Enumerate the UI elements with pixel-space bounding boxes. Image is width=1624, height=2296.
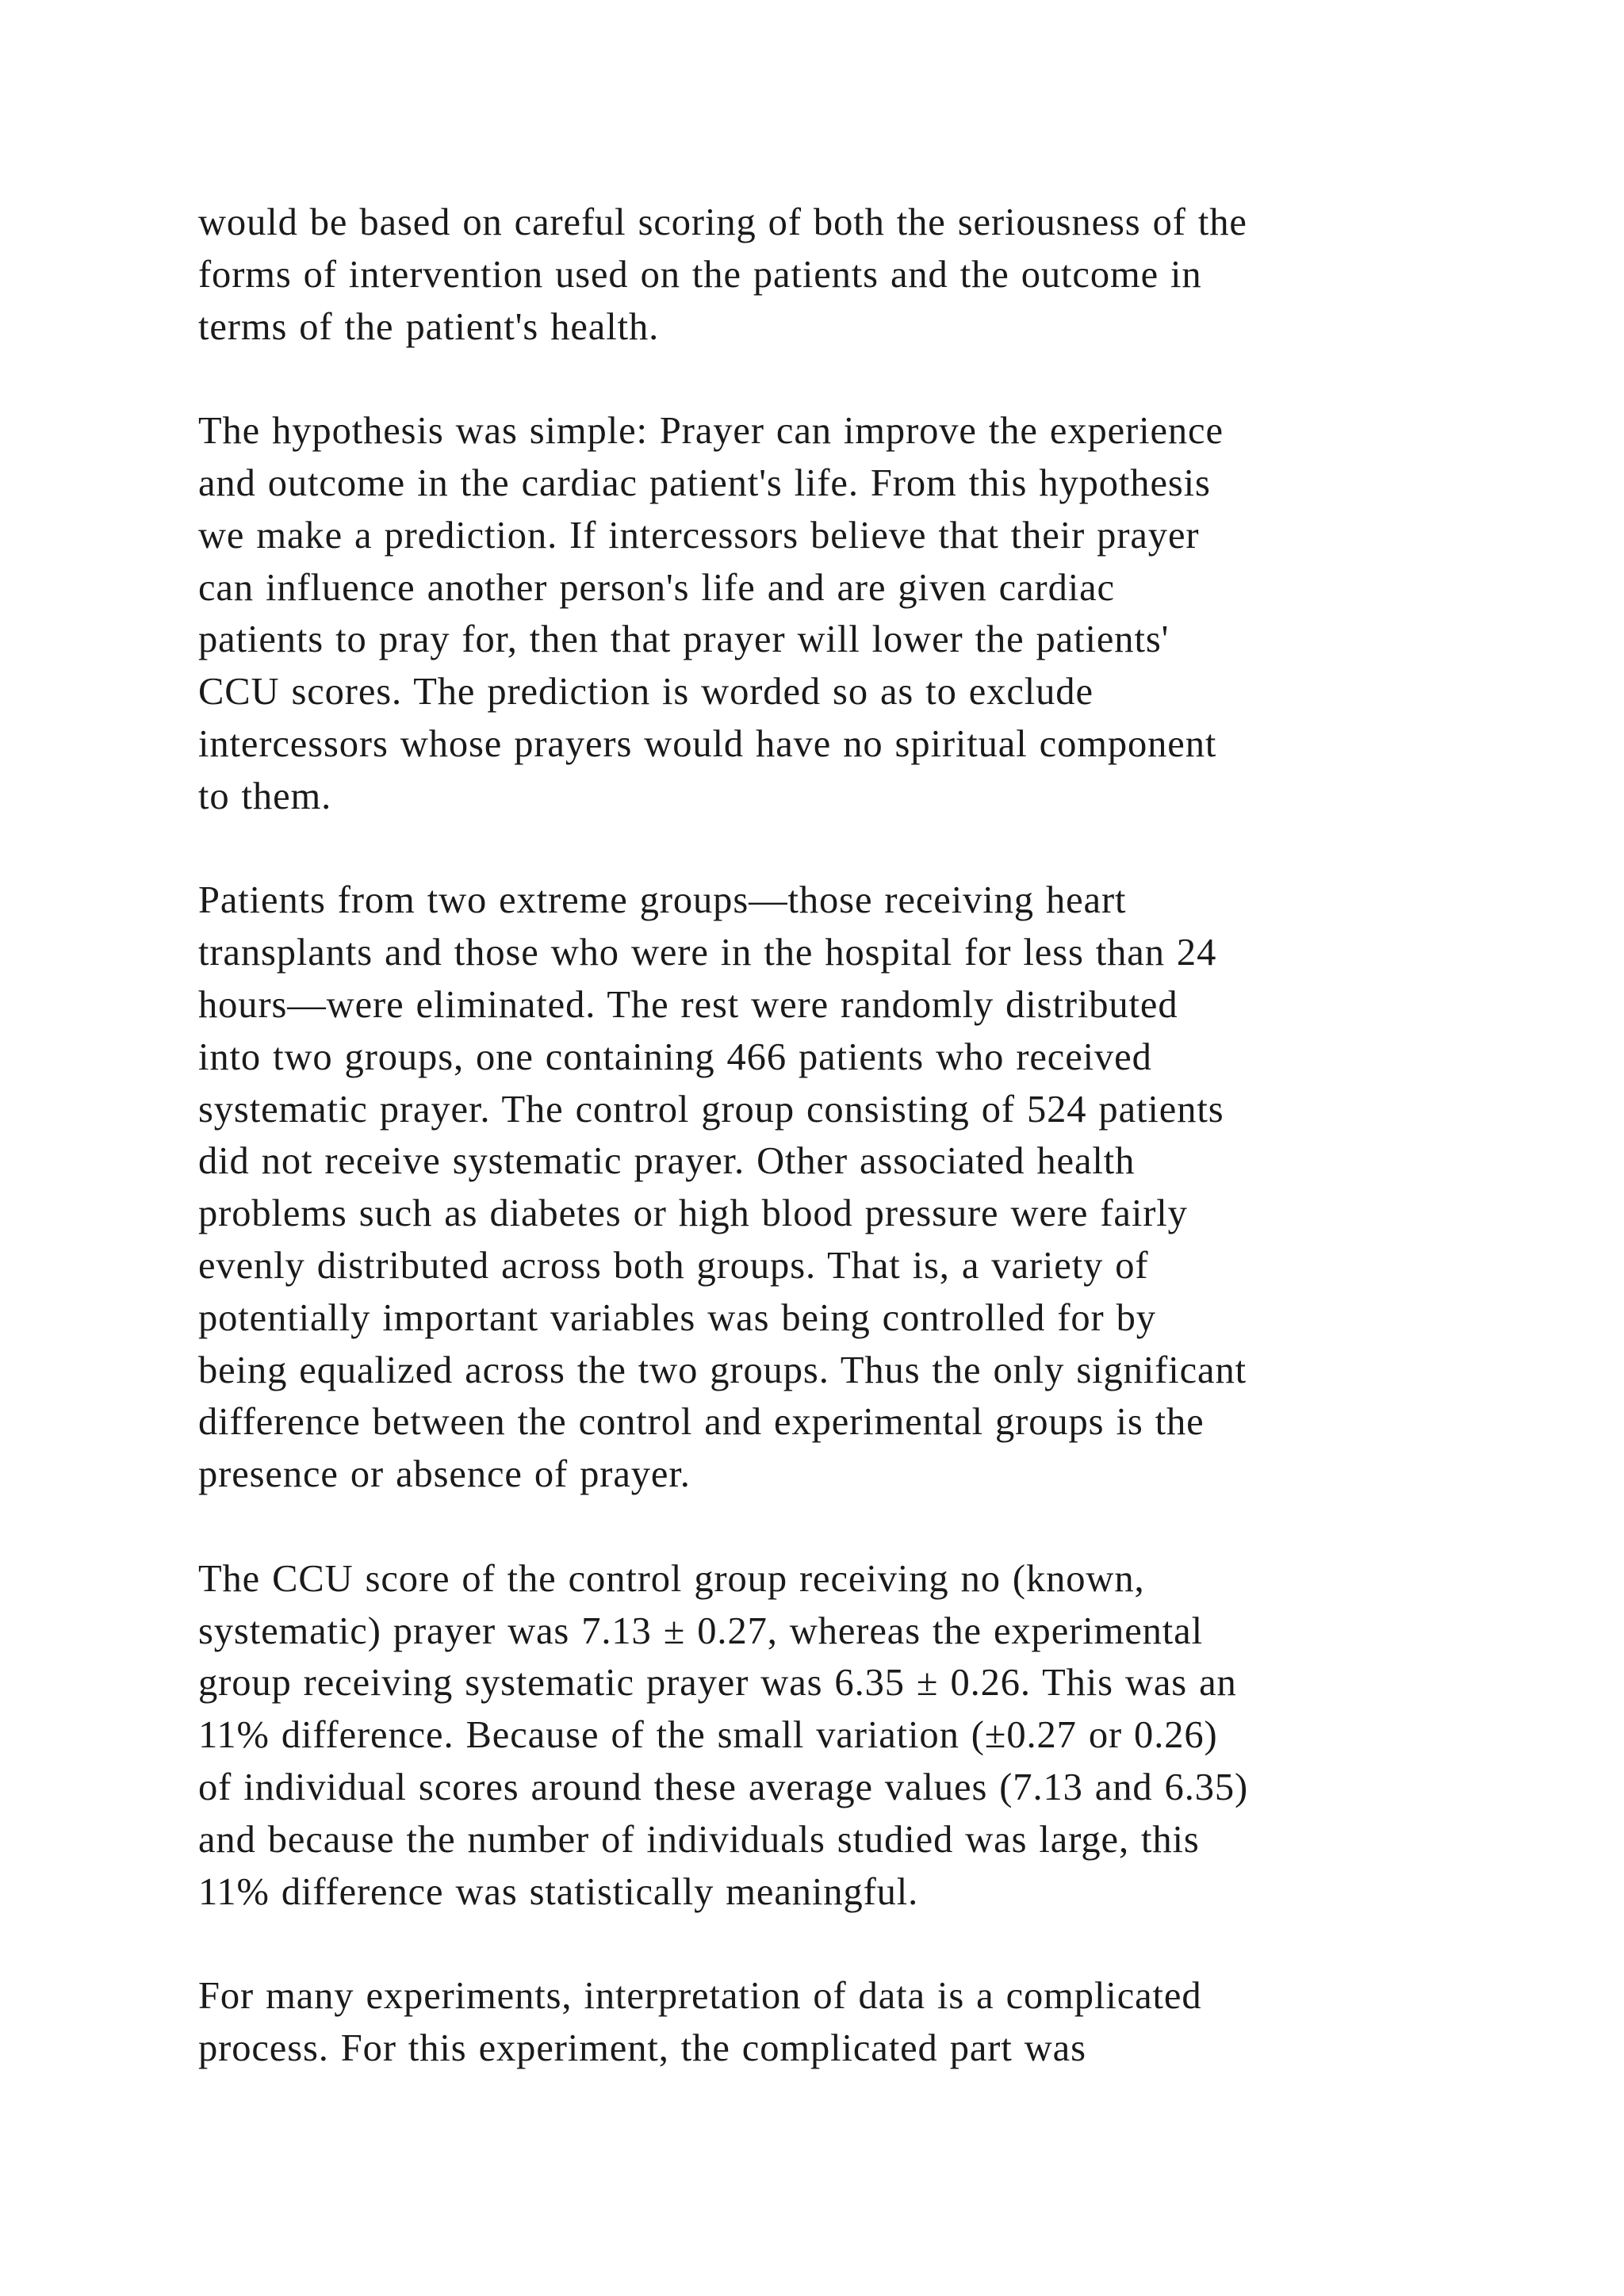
paragraph-1 <box>198 197 1546 353</box>
text-line: and because the number of individuals studied was large, this <box>198 1818 1200 1861</box>
text-line: can influence another person's life and are given cardiac <box>198 566 1115 609</box>
paragraph-3 <box>198 874 1546 1501</box>
text-line: terms of the patient's health. <box>198 305 660 348</box>
text-line: systematic prayer. The control group consisting of 524 patients <box>198 1088 1224 1131</box>
text-line: The hypothesis was simple: Prayer can improve the experience <box>198 410 1224 453</box>
text-line: difference between the control and experimental groups is the <box>198 1401 1205 1444</box>
text-line: we make a prediction. If intercessors believe that their prayer <box>198 514 1200 557</box>
text-line: Patients from two extreme groups—those receiving heart <box>198 879 1127 922</box>
text-line: The CCU score of the control group receiving no (known, <box>198 1557 1145 1600</box>
text-line: would be based on careful scoring of both the seriousness of the <box>198 201 1247 243</box>
text-line: systematic) prayer was 7.13 ± 0.27, whereas the experimental <box>198 1609 1203 1652</box>
text-line: hours—were eliminated. The rest were randomly distributed <box>198 983 1178 1026</box>
paragraph-5 <box>198 1970 1546 2075</box>
text-line: forms of intervention used on the patients and the outcome in <box>198 253 1202 296</box>
text-line: CCU scores. The prediction is worded so as to exclude <box>198 671 1094 714</box>
text-line: For many experiments, interpretation of data is a complicated <box>198 1975 1202 2018</box>
text-line: potentially important variables was being controlled for by <box>198 1296 1156 1339</box>
text-line: 11% difference. Because of the small variation (±0.27 or 0.26) <box>198 1714 1218 1757</box>
text-line: to them. <box>198 775 332 817</box>
text-line: of individual scores around these average values (7.13 and 6.35) <box>198 1766 1249 1808</box>
text-line: group receiving systematic prayer was 6.35 ± 0.26. This was an <box>198 1662 1237 1705</box>
text-line: intercessors whose prayers would have no spiritual component <box>198 722 1217 765</box>
text-line: 11% difference was statistically meaningful. <box>198 1870 919 1913</box>
text-line: evenly distributed across both groups. That is, a variety of <box>198 1244 1149 1287</box>
text-line: and outcome in the cardiac patient's life. From this hypothesis <box>198 461 1211 504</box>
text-line: problems such as diabetes or high blood pressure were fairly <box>198 1192 1188 1235</box>
text-line: transplants and those who were in the hospital for less than 24 <box>198 932 1217 974</box>
text-line: did not receive systematic prayer. Other associated health <box>198 1140 1136 1183</box>
paragraph-2 <box>198 405 1546 822</box>
text-line: patients to pray for, then that prayer will lower the patients' <box>198 618 1170 661</box>
text-line: being equalized across the two groups. Thus the only significant <box>198 1349 1247 1391</box>
text-line: into two groups, one containing 466 patients who received <box>198 1035 1152 1078</box>
body-text <box>198 197 1546 2126</box>
text-line: presence or absence of prayer. <box>198 1453 691 1496</box>
paragraph-4 <box>198 1553 1546 1919</box>
text-line: process. For this experiment, the complicated part was <box>198 2026 1086 2069</box>
